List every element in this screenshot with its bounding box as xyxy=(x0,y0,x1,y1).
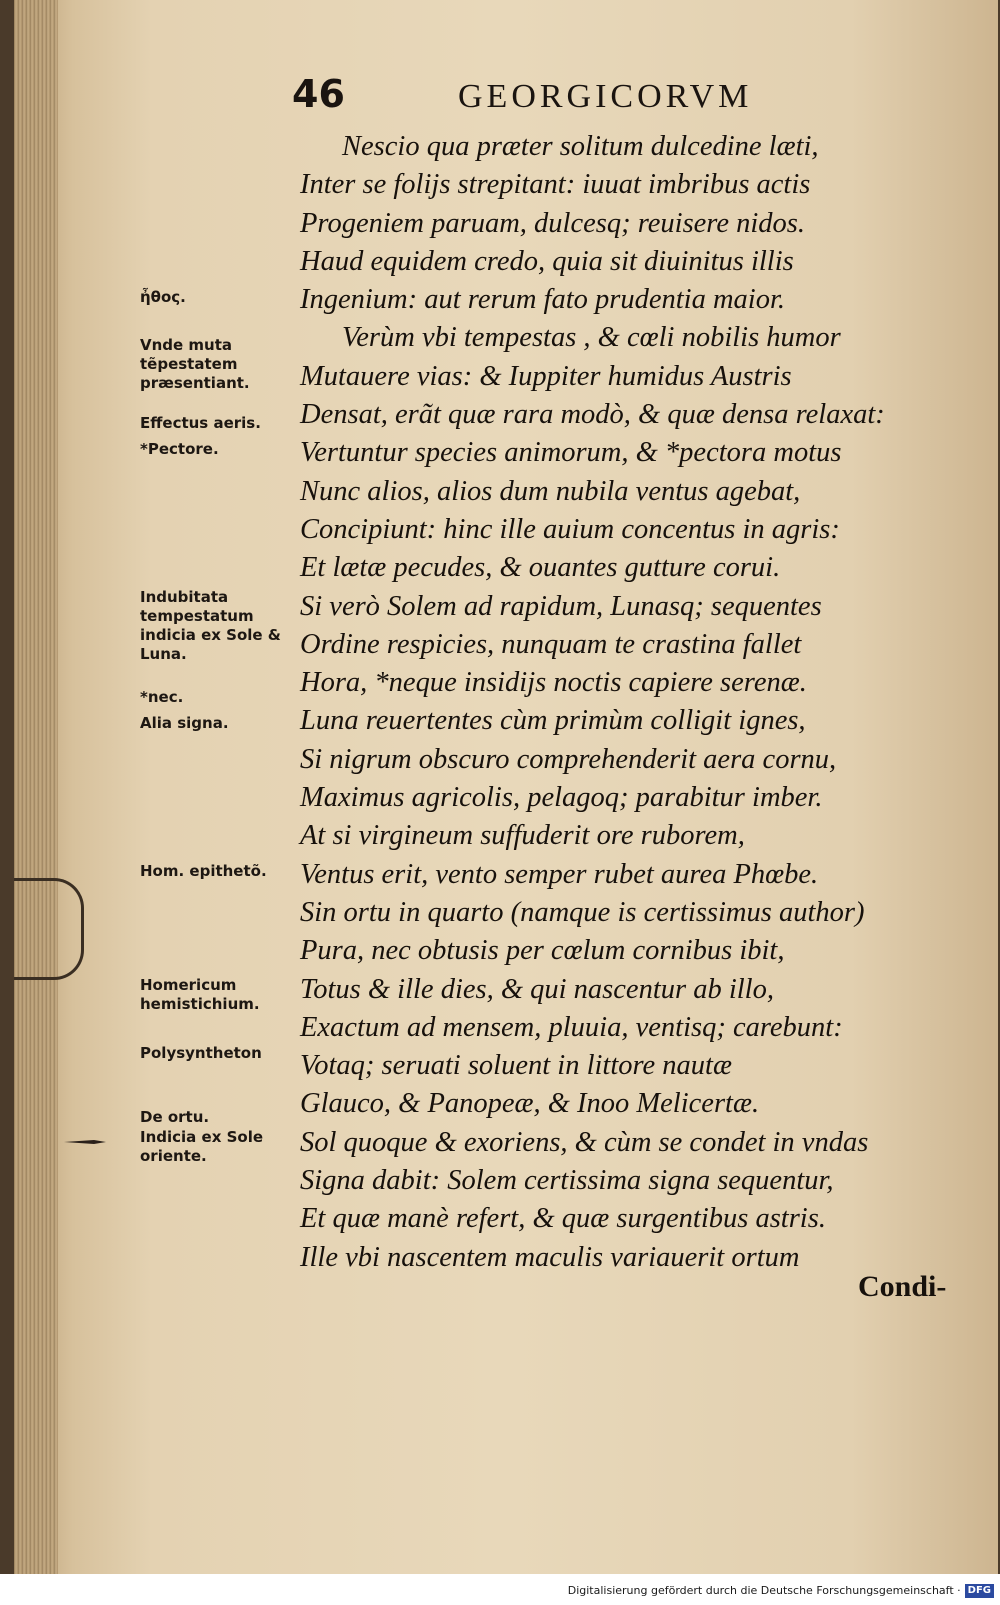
verse-line: Hora, *neque insidijs noctis capiere serenæ. xyxy=(300,667,807,699)
verse-line: Signa dabit: Solem certissima signa sequentur, xyxy=(300,1165,834,1197)
marginal-note: *Pectore. xyxy=(140,440,219,458)
verse-line: Et quæ manè refert, & quæ surgentibus astris. xyxy=(300,1203,826,1235)
marginal-note: Indubitata tempestatum indicia ex Sole & Luna. xyxy=(140,588,281,663)
marginal-note: Indicia ex Sole oriente. xyxy=(140,1128,264,1165)
verse-line: Verùm vbi tempestas , & cœli nobilis humor xyxy=(342,322,841,354)
digitization-credit xyxy=(0,1576,994,1605)
marginal-note: Alia signa. xyxy=(140,714,229,732)
verse-line: Glauco, & Panopeæ, & Inoo Melicertæ. xyxy=(300,1088,760,1120)
page-number: 46 xyxy=(292,72,345,116)
verse-line: Sol quoque & exoriens, & cùm se condet in vndas xyxy=(300,1126,869,1158)
marginal-note: Effectus aeris. xyxy=(140,414,261,432)
verse-line: Ille vbi nascentem maculis variauerit ortum xyxy=(300,1241,800,1273)
verse-line: Pura, nec obtusis per cœlum cornibus ibit, xyxy=(300,935,785,967)
catchword: Condi- xyxy=(858,1270,947,1303)
verse-line: Sin ortu in quarto (namque is certissimus author) xyxy=(300,896,865,928)
verse-line: Si nigrum obscuro comprehenderit aera cornu, xyxy=(300,743,837,775)
verse-line: Exactum ad mensem, pluuia, ventisq; carebunt: xyxy=(300,1011,843,1043)
marginal-note: De ortu. xyxy=(140,1108,210,1126)
running-head xyxy=(0,72,1000,132)
verse-line: Vertuntur species animorum, & *pectora motus xyxy=(300,437,842,469)
running-title: GEORGICORVM xyxy=(458,78,753,115)
verse-line: Et lætæ pecudes, & ouantes gutture corui. xyxy=(300,552,781,584)
pointing-hand-icon xyxy=(64,1136,106,1148)
verse-line: Densat, erãt quæ rara modò, & quæ densa relaxat: xyxy=(300,399,885,431)
verse-line: Concipiunt: hinc ille auium concentus in agris: xyxy=(300,513,840,545)
verse-line: Progeniem paruam, dulcesq; reuisere nidos. xyxy=(300,207,805,239)
marginal-note: Homericum hemistichium. xyxy=(140,976,260,1013)
verse-line: Ingenium: aut rerum fato prudentia maior. xyxy=(300,284,786,316)
verse-line: Si verò Solem ad rapidum, Lunasq; sequentes xyxy=(300,590,822,622)
marginal-note: Polysyntheton xyxy=(140,1044,262,1062)
verse-line: Totus & ille dies, & qui nascentur ab illo, xyxy=(300,973,774,1005)
verse-line: Haud equidem credo, quia sit diuinitus illis xyxy=(300,245,794,277)
credit-text: Digitalisierung gefördert durch die Deutsche Forschungsgemeinschaft · xyxy=(567,1584,961,1597)
marginal-note: Hom. epithetõ. xyxy=(140,862,267,880)
verse-line: Votaq; seruati soluent in littore nautæ xyxy=(300,1050,732,1082)
page-edge xyxy=(14,0,58,1574)
verse-line: Luna reuertentes cùm primùm colligit ignes, xyxy=(300,705,806,737)
verse-line: Nescio qua præter solitum dulcedine læti, xyxy=(342,131,819,162)
verse-line: Maximus agricolis, pelagoq; parabitur imber. xyxy=(300,782,823,814)
verse-text xyxy=(300,128,960,1277)
marginal-note: ἦθος. xyxy=(140,288,186,306)
marginal-note: *nec. xyxy=(140,688,184,706)
marginal-note: Vnde muta tẽpestatem præsentiant. xyxy=(140,336,250,392)
verse-line: At si virgineum suffuderit ore ruborem, xyxy=(300,820,745,852)
verse-line: Mutauere vias: & Iuppiter humidus Austris xyxy=(300,360,792,392)
dfg-logo: DFG xyxy=(965,1584,994,1598)
verse-line: Ventus erit, vento semper rubet aurea Phœbe. xyxy=(300,858,819,890)
book-clip xyxy=(14,878,84,980)
verse-line: Ordine respicies, nunquam te crastina fallet xyxy=(300,628,802,660)
verse-line: Nunc alios, alios dum nubila ventus agebat, xyxy=(300,475,801,507)
verse-line: Inter se folijs strepitant: iuuat imbribus actis xyxy=(300,169,811,201)
